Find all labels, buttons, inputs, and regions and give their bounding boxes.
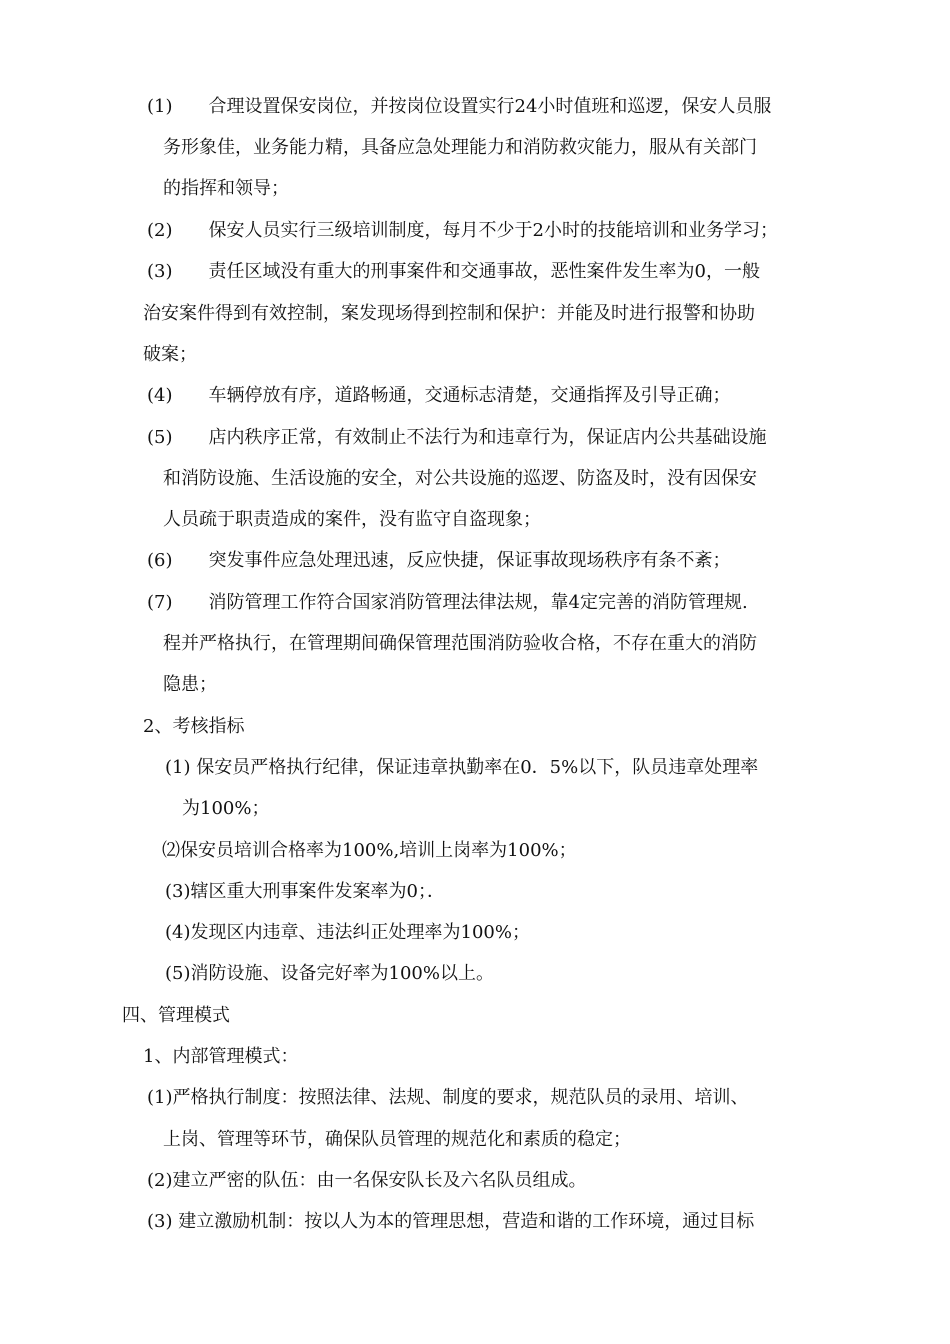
item-text: 责任区域没有重大的刑事案件和交通事故，恶性案件发生率为0，一般 — [208, 261, 760, 282]
item-7-line-2: 程并严格执行，在管理期间确保管理范围消防验收合格，不存在重大的消防 — [163, 633, 757, 654]
section-heading-2: 2、考核指标 — [143, 716, 245, 737]
item-3-line-2: 治安案件得到有效控制，案发现场得到控制和保护：并能及时进行报警和协助 — [143, 303, 755, 324]
item-5-line-2: 和消防设施、生活设施的安全，对公共设施的巡逻、防盗及时，没有因保安 — [163, 468, 757, 489]
chapter-heading-4: 四、管理模式 — [122, 1005, 230, 1026]
item-1-line-2: 务形象佳，业务能力精，具备应急处理能力和消防救灾能力，服从有关部门 — [163, 137, 757, 158]
item-7-line-1 — [147, 591, 748, 615]
item-number: (4) — [147, 385, 173, 406]
item-3-line-1 — [147, 260, 760, 284]
item-number: (5) — [147, 427, 173, 448]
item-number: (2) — [147, 220, 173, 241]
item-text: 店内秩序正常，有效制止不法行为和违章行为，保证店内公共基础设施 — [208, 427, 767, 448]
indicator-3: (3)辖区重大刑事案件发案率为0；． — [165, 881, 445, 902]
indicator-2: ⑵保安员培训合格率为100%,培训上岗率为100%； — [162, 840, 577, 861]
indicator-4: (4)发现区内违章、违法纠正处理率为100%； — [165, 922, 530, 943]
item-number: (3) — [147, 261, 173, 282]
item-7-line-3: 隐患； — [163, 674, 217, 695]
mode-2: (2)建立严密的队伍：由一名保安队长及六名队员组成。 — [147, 1170, 587, 1191]
item-1-line-3: 的指挥和领导； — [163, 178, 289, 199]
item-4-line-1 — [147, 384, 731, 408]
item-1-line-1 — [147, 95, 771, 119]
item-text: 保安人员实行三级培训制度，每月不少于2小时的技能培训和业务学习； — [208, 220, 778, 241]
item-2-line-1 — [147, 219, 778, 243]
mode-1-line-2: 上岗、管理等环节，确保队员管理的规范化和素质的稳定； — [163, 1129, 631, 1150]
item-text: 突发事件应急处理迅速，反应快捷，保证事故现场秩序有条不紊； — [208, 550, 731, 571]
item-text: 消防管理工作符合国家消防管理法律法规，靠4定完善的消防管理规. — [208, 592, 748, 613]
item-number: (6) — [147, 550, 173, 571]
item-6-line-1 — [147, 549, 731, 573]
indicator-1-line-1: (1) 保安员严格执行纪律，保证违章执勤率在0．5%以下，队员违章处理率 — [165, 757, 759, 778]
mode-1-line-1: (1)严格执行制度：按照法律、法规、制度的要求，规范队员的录用、培训、 — [147, 1087, 749, 1108]
item-number: (7) — [147, 592, 173, 613]
item-text: 合理设置保安岗位，并按岗位设置实行24小时值班和巡逻，保安人员服 — [208, 96, 772, 117]
indicator-1-line-2: 为100%； — [182, 798, 270, 819]
subsection-heading-1: 1、内部管理模式： — [143, 1046, 299, 1067]
mode-3-line-1: (3) 建立激励机制：按以人为本的管理思想，营造和谐的工作环境，通过目标 — [147, 1211, 755, 1232]
item-5-line-3: 人员疏于职责造成的案件，没有监守自盗现象； — [163, 509, 541, 530]
item-5-line-1 — [147, 426, 767, 450]
item-number: (1) — [147, 96, 173, 117]
indicator-5: (5)消防设施、设备完好率为100%以上。 — [165, 963, 494, 984]
item-3-line-3: 破案； — [143, 344, 197, 365]
item-text: 车辆停放有序，道路畅通，交通标志清楚，交通指挥及引导正确； — [208, 385, 731, 406]
